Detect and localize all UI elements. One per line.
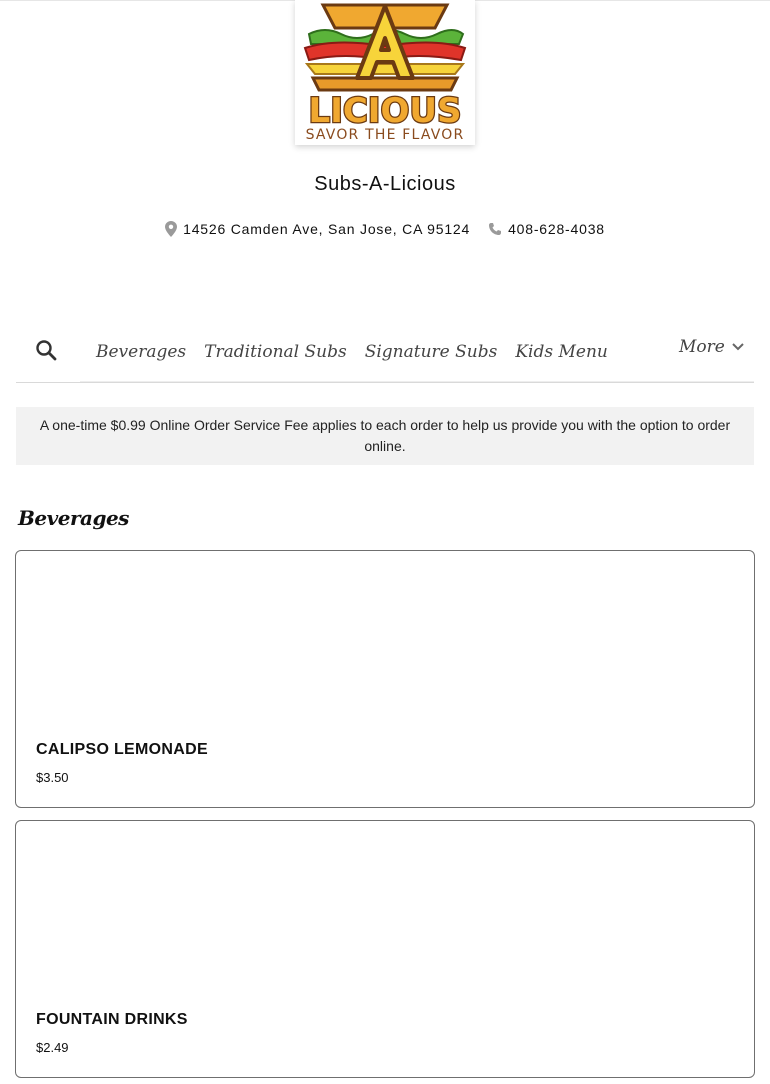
logo-wordmark: LICIOUS [308,91,462,130]
chevron-down-icon [731,342,745,352]
service-fee-notice: A one-time $0.99 Online Order Service Fee applies to each order to help us provide you with the option to order online. [16,407,754,465]
category-tabs [96,342,608,362]
address-text: 14526 Camden Ave, San Jose, CA 95124 [183,221,471,237]
address[interactable] [165,221,470,237]
logo-tagline: SAVOR THE FLAVOR [305,127,465,143]
tab-kids-menu[interactable]: Kids Menu [515,342,608,362]
search-icon [34,338,60,364]
phone-text: 408-628-4038 [508,221,605,237]
more-label: More [679,337,725,357]
tab-signature-subs[interactable]: Signature Subs [364,342,498,362]
section-title: Beverages [18,506,129,530]
item-price: $2.49 [36,1040,69,1055]
item-name: FOUNTAIN DRINKS [36,1011,188,1028]
restaurant-logo [295,0,475,145]
tab-beverages[interactable]: Beverages [96,342,187,362]
search-button[interactable] [34,338,60,364]
sandwich-logo-graphic [295,0,475,130]
nav-divider [80,381,754,382]
menu-item-card[interactable] [15,820,755,1078]
phone[interactable] [488,221,605,237]
menu-item-card[interactable] [15,550,755,808]
restaurant-info [0,221,770,237]
phone-icon [488,222,502,236]
menu-category-nav [16,320,754,383]
item-name: CALIPSO LEMONADE [36,741,208,758]
item-price: $3.50 [36,770,69,785]
restaurant-name: Subs-A-Licious [314,173,456,195]
more-dropdown[interactable] [679,337,745,357]
tab-traditional-subs[interactable]: Traditional Subs [204,342,347,362]
map-pin-icon [165,221,177,237]
